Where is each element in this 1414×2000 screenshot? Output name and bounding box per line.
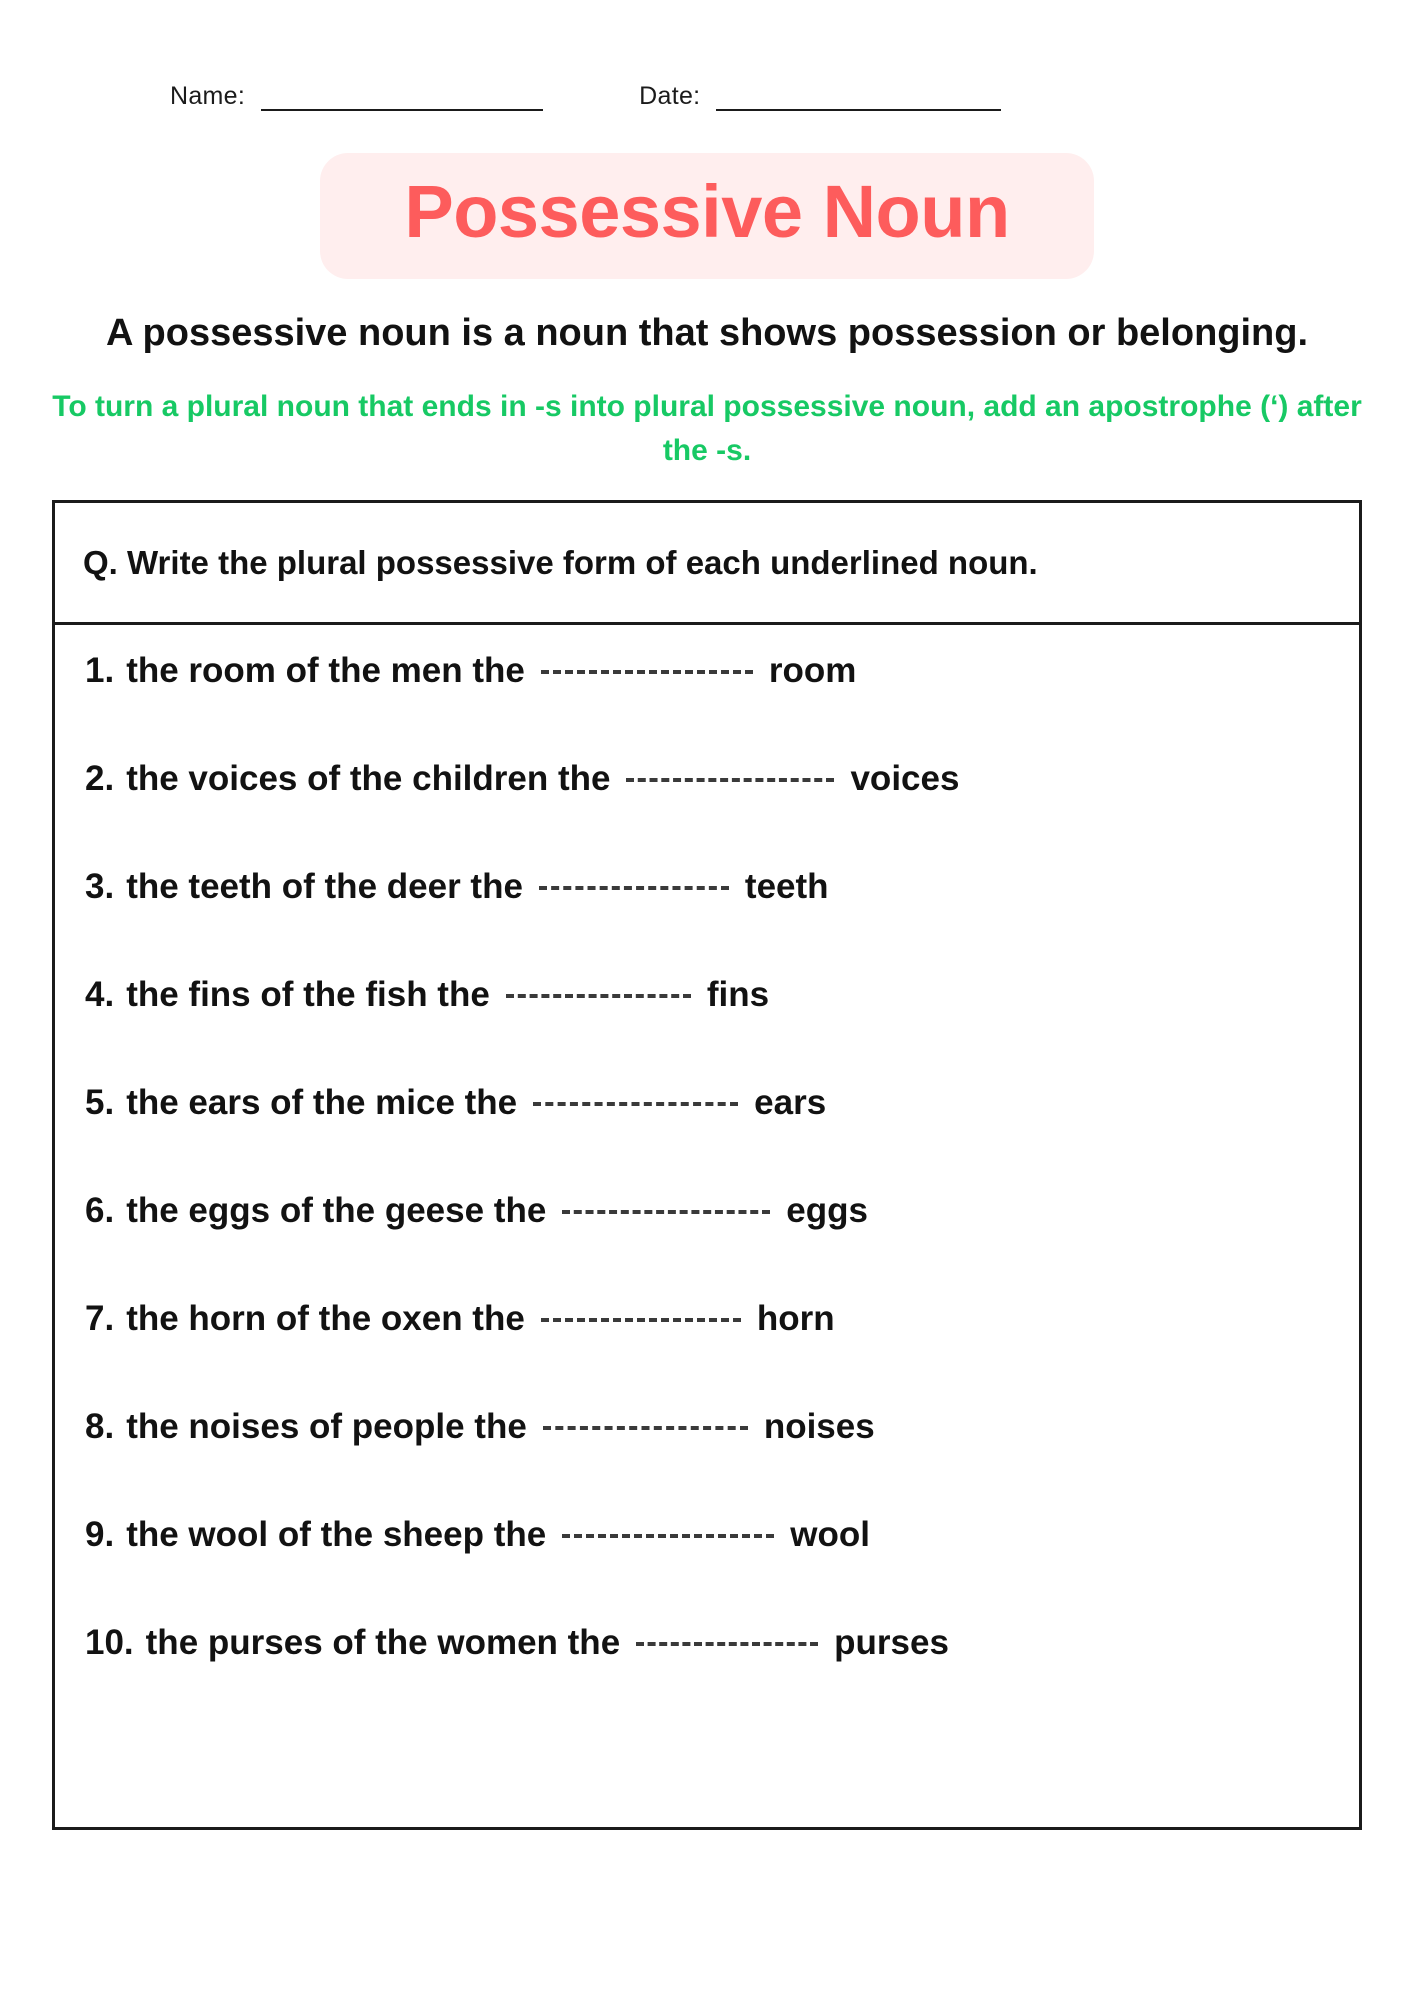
item-prefix: the teeth of the deer the xyxy=(126,867,523,907)
item-prefix: the ears of the mice the xyxy=(126,1083,518,1123)
item-number: 10. xyxy=(85,1623,134,1663)
item-number: 7. xyxy=(85,1299,115,1339)
page-title: Possessive Noun xyxy=(404,170,1010,253)
rule-text: To turn a plural noun that ends in -s into plural possessive noun, add an apostrophe (‘) after the -s. xyxy=(52,390,1362,467)
item-number: 5. xyxy=(85,1083,115,1123)
answer-blank[interactable] xyxy=(562,1210,770,1214)
list-item xyxy=(85,1083,1329,1191)
item-number: 8. xyxy=(85,1407,115,1447)
item-prefix: the noises of people the xyxy=(126,1407,527,1447)
list-item xyxy=(85,1299,1329,1407)
answer-blank[interactable] xyxy=(636,1642,818,1646)
answer-blank[interactable] xyxy=(506,994,691,998)
item-suffix: teeth xyxy=(744,867,829,907)
title-container xyxy=(52,153,1362,279)
item-suffix: wool xyxy=(790,1515,870,1555)
item-suffix: room xyxy=(768,651,857,691)
item-number: 3. xyxy=(85,867,115,907)
item-prefix: the horn of the oxen the xyxy=(126,1299,525,1339)
item-prefix: the room of the men the xyxy=(126,651,525,691)
item-suffix: horn xyxy=(756,1299,835,1339)
title-badge xyxy=(320,153,1093,279)
question-list xyxy=(55,625,1359,1731)
student-info-row xyxy=(52,0,1362,111)
item-suffix: purses xyxy=(834,1623,949,1663)
item-prefix: the voices of the children the xyxy=(126,759,611,799)
answer-blank[interactable] xyxy=(562,1534,774,1538)
answer-blank[interactable] xyxy=(541,1318,741,1322)
item-suffix: voices xyxy=(850,759,960,799)
name-label: Name: xyxy=(170,82,246,110)
name-input-line[interactable] xyxy=(261,85,543,111)
item-suffix: noises xyxy=(763,1407,875,1447)
answer-blank[interactable] xyxy=(543,1426,748,1430)
item-number: 2. xyxy=(85,759,115,799)
definition-text: A possessive noun is a noun that shows possession or belonging. xyxy=(105,311,1309,354)
question-prompt: Q. Write the plural possessive form of each underlined noun. xyxy=(83,543,1038,581)
list-item xyxy=(85,867,1329,975)
list-item xyxy=(85,1191,1329,1299)
item-suffix: eggs xyxy=(786,1191,868,1231)
question-header xyxy=(55,503,1359,625)
answer-blank[interactable] xyxy=(539,886,729,890)
item-number: 4. xyxy=(85,975,115,1015)
list-item xyxy=(85,1515,1329,1623)
list-item xyxy=(85,1623,1329,1731)
item-number: 1. xyxy=(85,651,115,691)
item-suffix: ears xyxy=(754,1083,827,1123)
answer-blank[interactable] xyxy=(533,1102,738,1106)
list-item xyxy=(85,975,1329,1083)
answer-blank[interactable] xyxy=(541,670,753,674)
item-prefix: the wool of the sheep the xyxy=(126,1515,547,1555)
item-number: 6. xyxy=(85,1191,115,1231)
item-suffix: fins xyxy=(706,975,770,1015)
question-box xyxy=(52,500,1362,1830)
list-item xyxy=(85,651,1329,759)
answer-blank[interactable] xyxy=(626,778,834,782)
list-item xyxy=(85,1407,1329,1515)
date-input-line[interactable] xyxy=(716,85,1001,111)
item-prefix: the purses of the women the xyxy=(145,1623,621,1663)
item-prefix: the eggs of the geese the xyxy=(126,1191,547,1231)
item-number: 9. xyxy=(85,1515,115,1555)
list-item xyxy=(85,759,1329,867)
item-prefix: the fins of the fish the xyxy=(126,975,490,1015)
date-label: Date: xyxy=(639,82,701,110)
